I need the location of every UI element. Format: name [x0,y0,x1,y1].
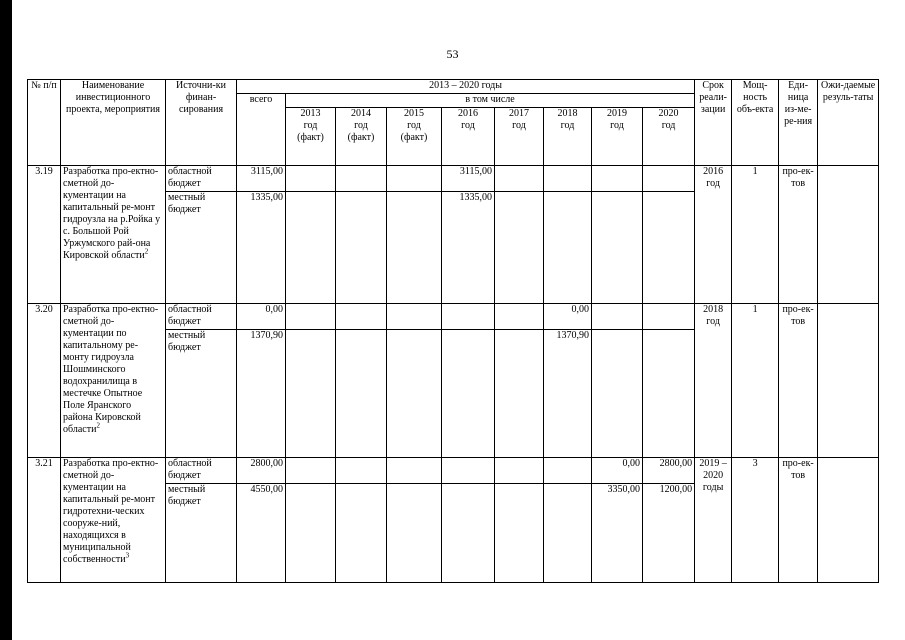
object-capacity: 1 [732,166,779,304]
project-footnote: 2 [96,421,100,430]
amount-year-2020: 1200,00 [643,484,695,583]
amount-year-2014 [336,192,387,304]
amount-year-2015 [387,484,442,583]
table-row [28,304,879,330]
header-year-year: 2014 [351,108,371,119]
header-period: 2013 – 2020 годы [237,80,695,94]
header-results: Ожи-даемые резуль-таты [818,80,879,166]
header-year-2016 [442,108,495,166]
implementation-term: 2019 – 2020 годы [695,458,732,583]
amount-year-2018: 1370,90 [544,330,592,458]
project-name-cell [61,166,166,304]
project-number: 3.19 [28,166,61,304]
header-year-year: 2016 [458,108,478,119]
amount-year-2014 [336,166,387,192]
table-row [28,166,879,192]
header-year-year: 2015 [404,108,424,119]
measure-unit: про-ек-тов [779,166,818,304]
header-year-year: 2019 [607,108,627,119]
amount-year-2020 [643,192,695,304]
table-body [28,80,879,583]
header-year-2015 [387,108,442,166]
header-source: Источни-ки финан-сирования [166,80,237,166]
header-row-1 [28,80,879,94]
header-year-year: 2017 [509,108,529,119]
amount-year-2016: 1335,00 [442,192,495,304]
funding-source: местный бюджет [166,330,237,458]
amount-year-2019 [592,166,643,192]
amount-year-2017 [495,304,544,330]
header-year-2019 [592,108,643,166]
scan-left-edge [0,0,12,640]
project-number: 3.20 [28,304,61,458]
page-number: 53 [446,47,459,61]
header-year-sub: год [512,120,526,131]
amount-year-2018 [544,458,592,484]
amount-total: 0,00 [237,304,286,330]
amount-year-2018 [544,166,592,192]
amount-year-2017 [495,166,544,192]
amount-year-2018 [544,484,592,583]
amount-year-2018: 0,00 [544,304,592,330]
funding-source: областной бюджет [166,458,237,484]
measure-unit: про-ек-тов [779,458,818,583]
header-year-sub: год [303,120,318,131]
amount-year-2014 [336,304,387,330]
header-year-year: 2020 [658,108,679,119]
measure-unit: про-ек-тов [779,304,818,458]
amount-year-2016 [442,458,495,484]
amount-year-2017 [495,458,544,484]
header-unit: Еди-ница из-ме-ре-ния [779,80,818,166]
table-row [28,458,879,484]
amount-year-2016 [442,304,495,330]
amount-year-2017 [495,330,544,458]
header-year-2013 [286,108,336,166]
project-name: Разработка про-ектно-сметной до-кументации на капитальный ре-монт гидроузла на р.Ройка у с. Большой Рой Уржумского рай-она Кировской области [63,166,161,261]
header-year-2017 [495,108,544,166]
header-year-sub: год [407,120,421,131]
amount-year-2013 [286,330,336,458]
amount-year-2013 [286,192,336,304]
header-year-year: 2013 [300,108,321,119]
funding-source: местный бюджет [166,484,237,583]
amount-year-2019 [592,192,643,304]
header-capacity: Мощ-ность объ-екта [732,80,779,166]
project-footnote: 3 [125,551,130,560]
amount-year-2015 [387,192,442,304]
amount-year-2013 [286,458,336,484]
amount-year-2016 [442,484,495,583]
header-total: всего [237,94,286,166]
project-number: 3.21 [28,458,61,583]
header-year-note: (факт) [297,132,324,143]
amount-year-2013 [286,166,336,192]
project-name: Разработка про-ектно-сметной до-кументации на капитальный ре-монт гидротехни-ческих сооруже-ний, находящихся в муниципальной собственности [63,458,159,565]
header-year-sub: год [610,120,624,131]
amount-year-2015 [387,304,442,330]
funding-source: областной бюджет [166,304,237,330]
header-num: № п/п [28,80,61,166]
implementation-term: 2018 год [695,304,732,458]
amount-year-2014 [336,458,387,484]
amount-year-2013 [286,484,336,583]
amount-year-2015 [387,166,442,192]
header-term: Срок реали-зации [695,80,732,166]
amount-year-2020 [643,304,695,330]
header-name: Наименование инвестиционного проекта, мероприятия [61,80,166,166]
amount-year-2015 [387,330,442,458]
header-year-note: (факт) [347,132,375,143]
header-year-2020 [643,108,695,166]
amount-year-2019: 3350,00 [592,484,643,583]
header-year-sub: год [354,120,368,131]
amount-total: 2800,00 [237,458,286,484]
object-capacity: 1 [732,304,779,458]
amount-year-2014 [336,330,387,458]
amount-year-2017 [495,484,544,583]
header-year-2014 [336,108,387,166]
expected-results [818,166,879,304]
amount-year-2020: 2800,00 [643,458,695,484]
expected-results [818,304,879,458]
project-name-cell [61,458,166,583]
amount-total: 4550,00 [237,484,286,583]
project-name: Разработка про-ектно-сметной до-кументации по капитальному ре-монту гидроузла Шошминского водохранилища в местечке Опытное Поле Яранского района Кировской области [63,304,159,435]
amount-year-2015 [387,458,442,484]
object-capacity: 3 [732,458,779,583]
amount-total: 3115,00 [237,166,286,192]
project-footnote: 2 [144,247,149,256]
amount-year-2019 [592,330,643,458]
investment-projects-table [27,79,879,583]
funding-source: областной бюджет [166,166,237,192]
implementation-term: 2016 год [695,166,732,304]
amount-total: 1370,90 [237,330,286,458]
amount-year-2019: 0,00 [592,458,643,484]
amount-year-2017 [495,192,544,304]
amount-total: 1335,00 [237,192,286,304]
amount-year-2019 [592,304,643,330]
project-name-cell [61,304,166,458]
amount-year-2016 [442,330,495,458]
header-year-note: (факт) [400,132,428,143]
amount-year-2016: 3115,00 [442,166,495,192]
header-year-sub: год [461,120,475,131]
amount-year-2020 [643,330,695,458]
header-year-2018 [544,108,592,166]
amount-year-2013 [286,304,336,330]
amount-year-2014 [336,484,387,583]
header-year-sub: год [560,120,575,131]
amount-year-2018 [544,192,592,304]
funding-source: местный бюджет [166,192,237,304]
expected-results [818,458,879,583]
header-year-year: 2018 [557,108,578,119]
header-including: в том числе [286,94,695,108]
amount-year-2020 [643,166,695,192]
header-year-sub: год [661,120,676,131]
